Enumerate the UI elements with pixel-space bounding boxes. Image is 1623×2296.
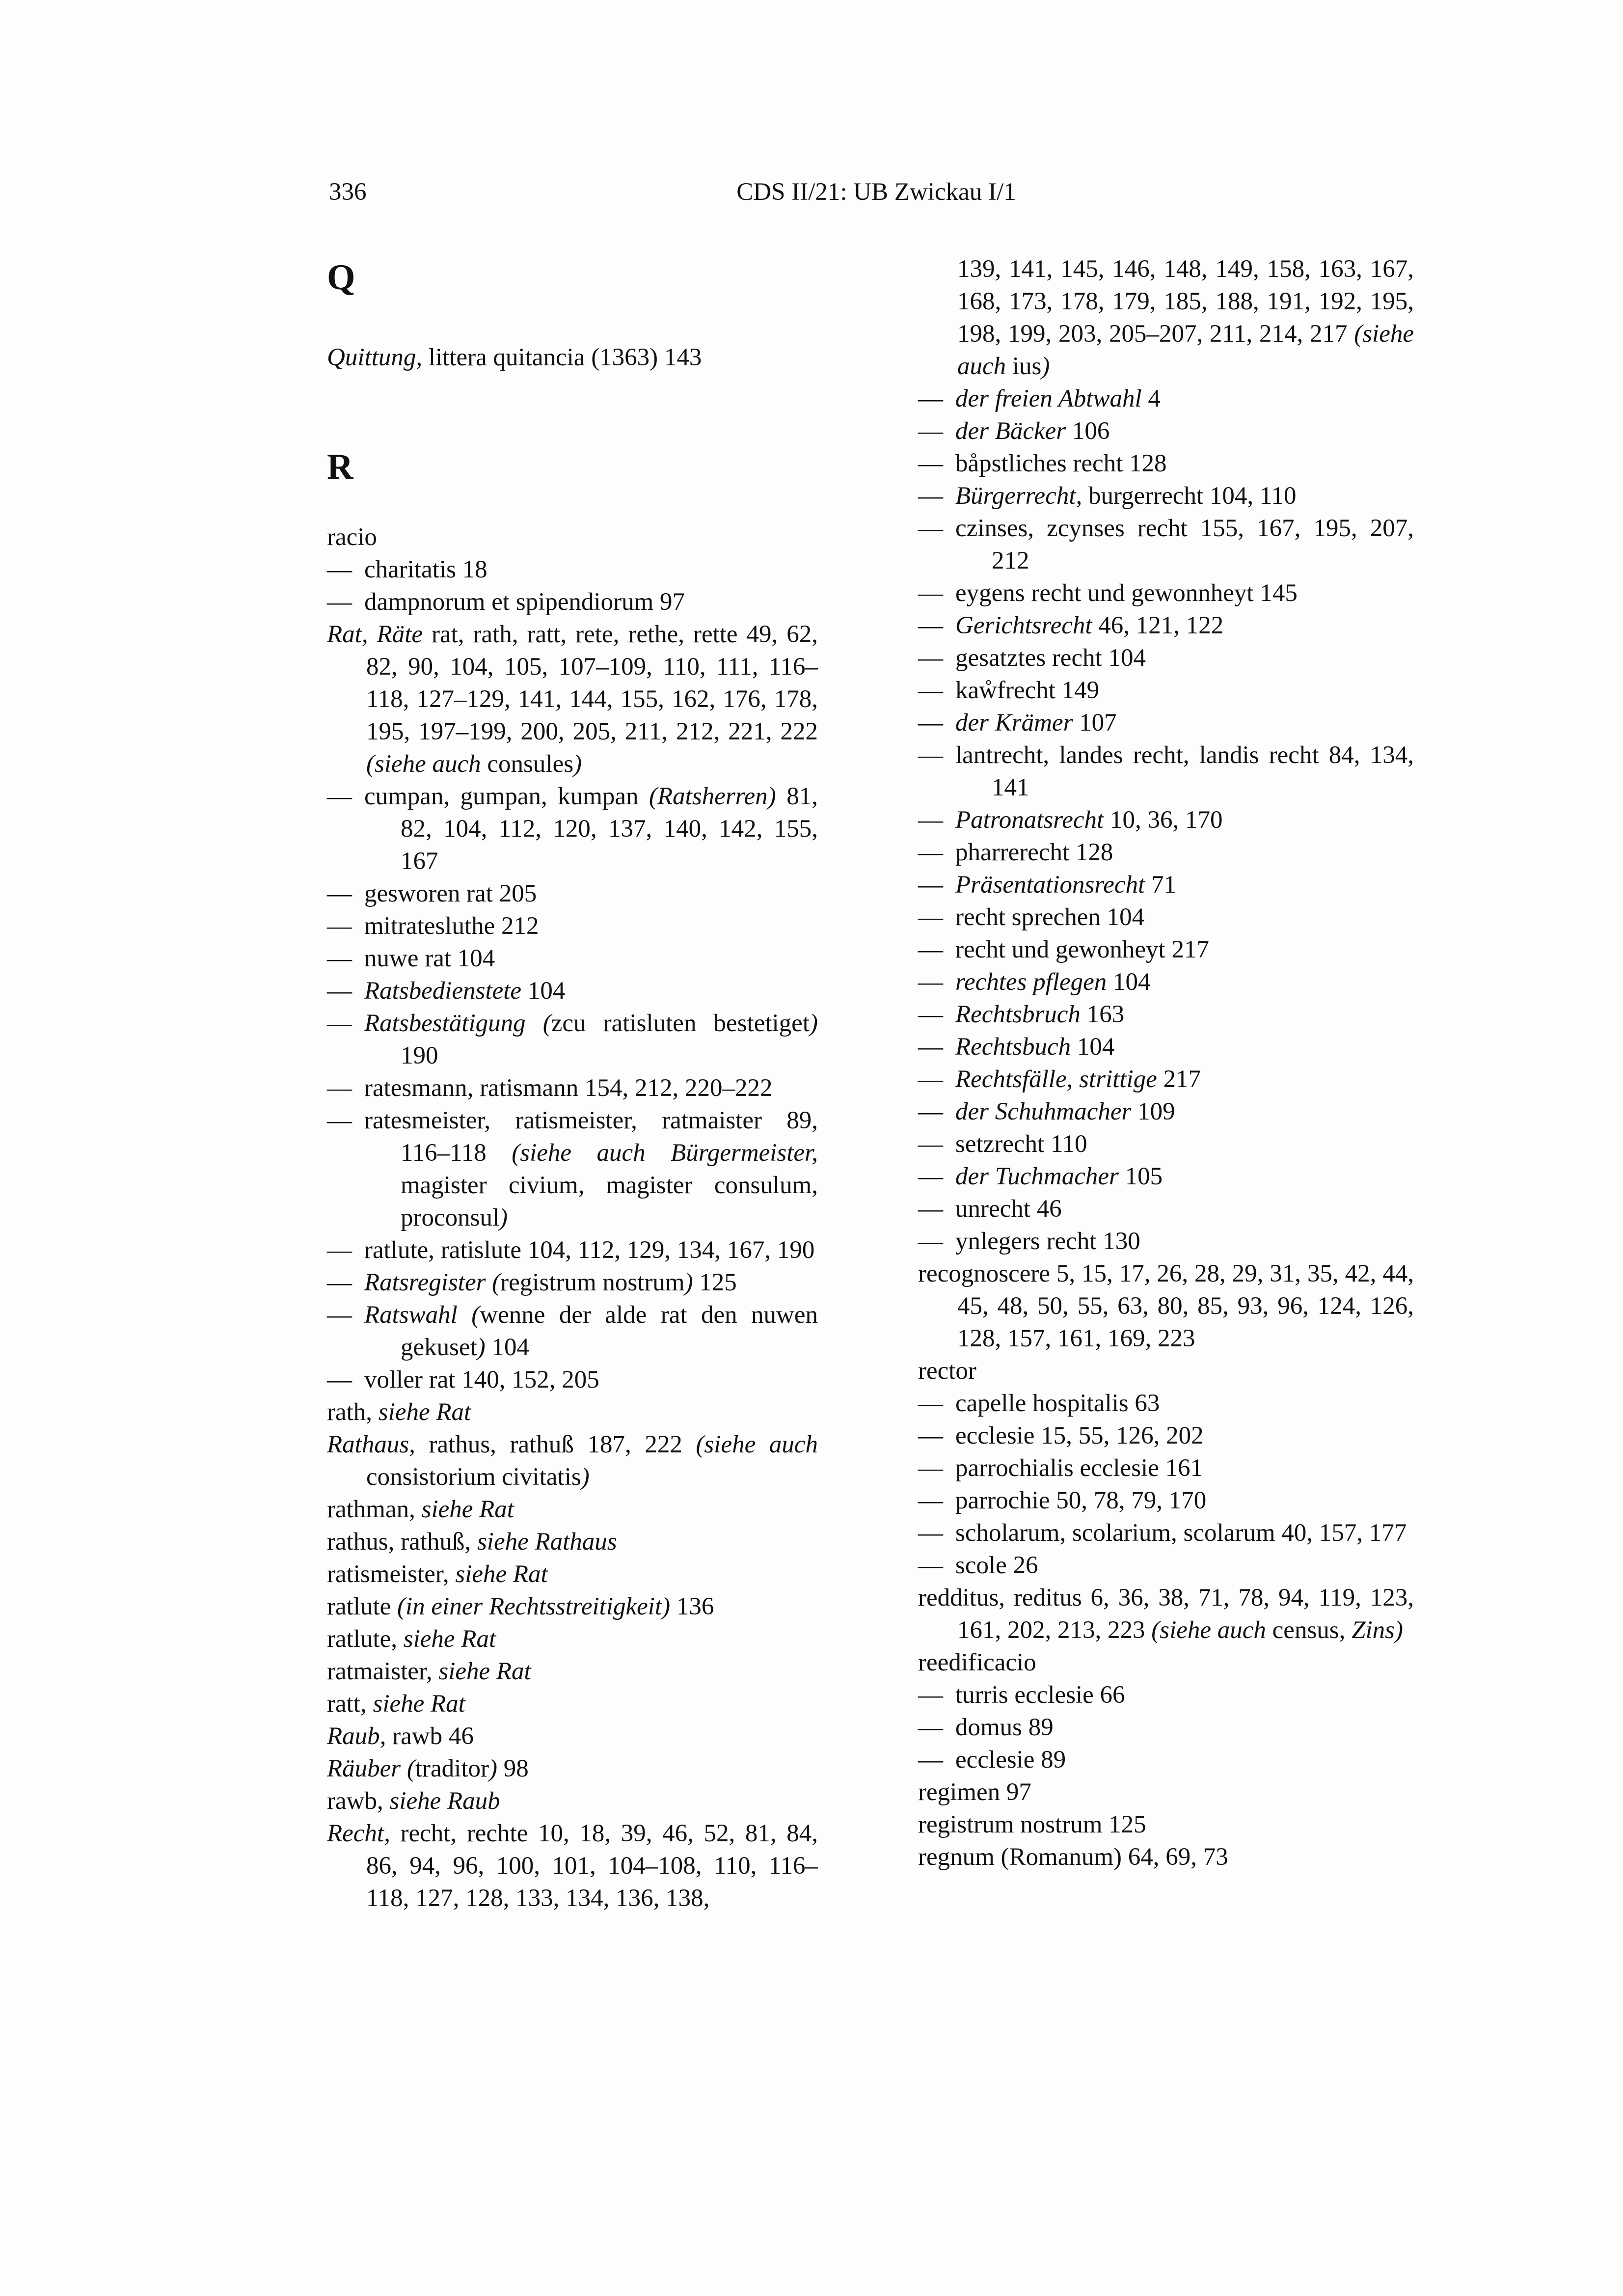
index-subentry: — der freien Abtwahl 4 — [918, 385, 1161, 412]
index-subentry: — parrochie 50, 78, 79, 170 — [918, 1487, 1207, 1514]
index-subentry: — scole 26 — [918, 1552, 1038, 1579]
index-subentry: — domus 89 — [918, 1714, 1054, 1741]
index-entry: ratlute (in einer Rechtsstreitigkeit) 136 — [327, 1593, 714, 1620]
index-subentry: — czinses, zcynses recht 155, 167, 195, 207, 212 — [918, 515, 1414, 574]
index-subentry: — pharrerecht 128 — [918, 839, 1113, 866]
index-subentry: — scholarum, scolarium, scolarum 40, 157, 177 — [918, 1519, 1407, 1547]
index-entry: registrum nostrum 125 — [918, 1811, 1146, 1838]
index-subentry: — voller rat 140, 152, 205 — [327, 1366, 599, 1394]
index-subentry: — gesatztes recht 104 — [918, 644, 1146, 672]
index-subentry: — turris ecclesie 66 — [918, 1681, 1125, 1709]
index-entry-continued: 139, 141, 145, 146, 148, 149, 158, 163, 167, 168, 173, 178, 179, 185, 188, 191, 192, 195, 198, 199, 203, 205–207, 211, 214, 217 (siehe auch ius) — [957, 255, 1414, 380]
page-number: 336 — [329, 178, 367, 206]
index-entry: Rat, Räte rat, rath, ratt, rete, rethe, rette 49, 62, 82, 90, 104, 105, 107–109, 110, 111, 116–118, 127–129, 141, 144, 155, 162, 176, 178, 195, 197–199, 200, 205, 211, 212, 221, 222 (siehe auch consules) — [327, 621, 818, 778]
index-entry: rathus, rathuß, siehe Rathaus — [327, 1528, 617, 1556]
index-entry: rathman, siehe Rat — [327, 1496, 514, 1523]
index-subentry: — Ratsbedienstete 104 — [327, 977, 566, 1005]
index-subentry: — gesworen rat 205 — [327, 880, 537, 907]
index-subentry: — unrecht 46 — [918, 1195, 1062, 1223]
index-entry: ratismeister, siehe Rat — [327, 1560, 548, 1588]
index-entry: ratt, siehe Rat — [327, 1690, 465, 1718]
index-subentry: — setzrecht 110 — [918, 1130, 1087, 1158]
index-entry: ratlute, siehe Rat — [327, 1625, 496, 1653]
index-entry: rawb, siehe Raub — [327, 1787, 500, 1815]
index-subentry: — lantrecht, landes recht, landis recht 84, 134, 141 — [918, 741, 1414, 801]
index-entry: ratmaister, siehe Rat — [327, 1658, 531, 1685]
index-subentry: — Gerichtsrecht 46, 121, 122 — [918, 612, 1224, 639]
index-subentry: — der Krämer 107 — [918, 709, 1117, 737]
index-subentry: — kaẘfrecht 149 — [918, 677, 1100, 704]
index-subentry: — der Tuchmacher 105 — [918, 1163, 1163, 1190]
index-subentry: — nuwe rat 104 — [327, 945, 495, 972]
index-subentry: — charitatis 18 — [327, 556, 487, 583]
index-subentry: — capelle hospitalis 63 — [918, 1390, 1160, 1417]
index-subentry: — eygens recht und gewonnheyt 145 — [918, 579, 1298, 607]
index-subentry: — ratesmann, ratismann 154, 212, 220–222 — [327, 1074, 773, 1102]
index-column-right — [918, 253, 1414, 1873]
index-subentry: — Rechtsfälle, strittige 217 — [918, 1066, 1201, 1093]
index-subentry: — dampnorum et spipendiorum 97 — [327, 588, 685, 616]
index-subentry: — Ratsregister (registrum nostrum) 125 — [327, 1269, 737, 1296]
index-subentry: — ecclesie 89 — [918, 1746, 1066, 1774]
section-letter-q: Q — [327, 257, 355, 298]
index-subentry: — ratlute, ratislute 104, 112, 129, 134, 167, 190 — [327, 1236, 815, 1264]
index-subentry: — cumpan, gumpan, kumpan (Ratsherren) 81, 82, 104, 112, 120, 137, 140, 142, 155, 167 — [327, 783, 818, 875]
index-entry: Raub, rawb 46 — [327, 1722, 474, 1750]
index-subentry: — mitratesluthe 212 — [327, 912, 539, 940]
index-subentry: — rechtes pflegen 104 — [918, 968, 1151, 996]
index-entry: rector — [918, 1357, 976, 1385]
index-entry: racio — [327, 523, 377, 551]
index-subentry: — Patronatsrecht 10, 36, 170 — [918, 806, 1223, 834]
index-subentry: — der Schuhmacher 109 — [918, 1098, 1175, 1125]
index-entry: rath, siehe Rat — [327, 1398, 471, 1426]
running-head — [329, 176, 1424, 208]
index-entry: Räuber (traditor) 98 — [327, 1755, 529, 1782]
index-entry: Rathaus, rathus, rathuß 187, 222 (siehe auch consistorium civitatis) — [327, 1431, 818, 1491]
index-entry: reedificacio — [918, 1649, 1036, 1676]
index-subentry: — båpstliches recht 128 — [918, 450, 1167, 477]
index-subentry: — ecclesie 15, 55, 126, 202 — [918, 1422, 1204, 1449]
index-subentry: — recht und gewonheyt 217 — [918, 936, 1209, 963]
index-subentry: — recht sprechen 104 — [918, 903, 1145, 931]
index-subentry: — der Bäcker 106 — [918, 417, 1110, 445]
index-entry: Recht, recht, rechte 10, 18, 39, 46, 52, 81, 84, 86, 94, 96, 100, 101, 104–108, 110, 116–118, 127, 128, 133, 134, 136, 138, — [327, 1820, 818, 1912]
index-subentry: — Präsentationsrecht 71 — [918, 871, 1176, 899]
index-entry: regnum (Romanum) 64, 69, 73 — [918, 1843, 1228, 1871]
running-title: CDS II/21: UB Zwickau I/1 — [736, 178, 1016, 206]
index-subentry: — Rechtsbuch 104 — [918, 1033, 1115, 1061]
index-entry: regimen 97 — [918, 1778, 1031, 1806]
index-entry: redditus, reditus 6, 36, 38, 71, 78, 94, 119, 123, 161, 202, 213, 223 (siehe auch census, Zins) — [918, 1584, 1414, 1644]
index-entry: Quittung, littera quitancia (1363) 143 — [327, 344, 702, 371]
index-column-left — [327, 253, 818, 1914]
index-subentry: — ratesmeister, ratismeister, ratmaister 89, 116–118 (siehe auch Bürgermeister, magister civium, magister consulum, proconsul) — [327, 1107, 818, 1231]
index-subentry: — Ratswahl (wenne der alde rat den nuwen gekuset) 104 — [327, 1301, 818, 1361]
section-letter-r: R — [327, 447, 353, 487]
index-subentry: — Ratsbestätigung (zcu ratisluten bestetiget) 190 — [327, 1010, 818, 1069]
index-subentry: — Bürgerrecht, burgerrecht 104, 110 — [918, 482, 1297, 510]
index-subentry: — parrochialis ecclesie 161 — [918, 1454, 1203, 1482]
index-entry: recognoscere 5, 15, 17, 26, 28, 29, 31, 35, 42, 44, 45, 48, 50, 55, 63, 80, 85, 93, 96, 124, 126, 128, 157, 161, 169, 223 — [918, 1260, 1414, 1352]
index-subentry: — ynlegers recht 130 — [918, 1228, 1140, 1255]
index-subentry: — Rechtsbruch 163 — [918, 1001, 1125, 1028]
